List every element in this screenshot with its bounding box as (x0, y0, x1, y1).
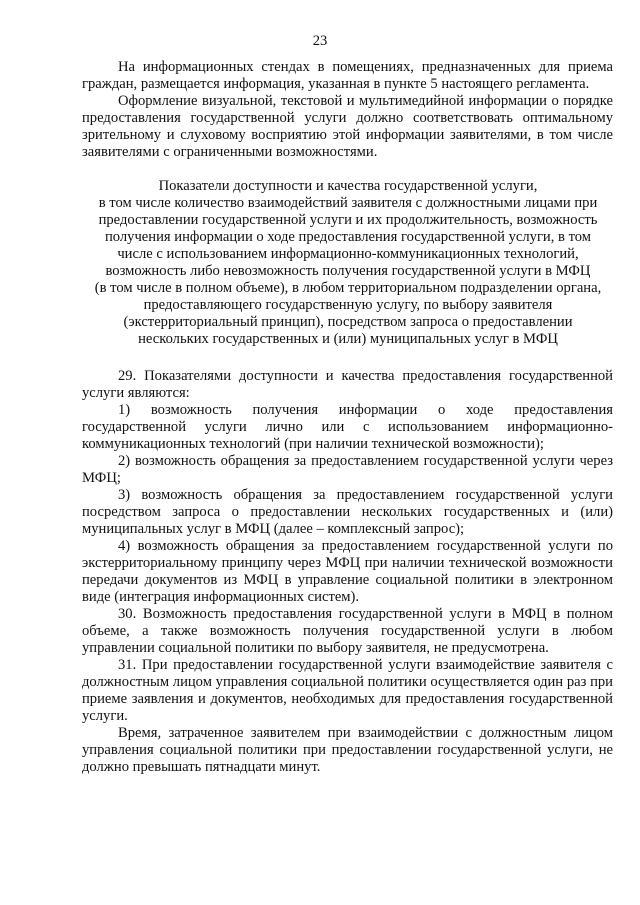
heading-line: предоставлении государственной услуги и их продолжительность, возможность (98, 212, 598, 228)
heading-line: Показатели доступности и качества государственной услуги, (158, 178, 538, 194)
body-section (82, 368, 613, 776)
heading-line: предоставляющего государственную услугу, по выбору заявителя (143, 297, 553, 313)
clause-31: 31. При предоставлении государственной услуги взаимодействие заявителя с должностным лицом управления социальной политики осуществляется один раз при приеме заявления и документов, необходимых для предоставления государственной услуги. (82, 657, 613, 724)
list-item-3: 3) возможность обращения за предоставлением государственной услуги посредством запроса о предоставлении нескольких государственных и (или) муниципальных услуг в МФЦ (далее – комплексный запрос); (82, 487, 613, 537)
heading-line: числе с использованием информационно-коммуникационных технологий, (117, 246, 579, 262)
list-item-4: 4) возможность обращения за предоставлением государственной услуги по экстерриториальному принципу через МФЦ при наличии технической возможности передачи документов из МФЦ в управление социальной политики в электронном виде (интеграция информационных систем). (82, 538, 613, 605)
heading-line: возможность либо невозможность получения государственной услуги в МФЦ (105, 263, 591, 279)
time-limit-paragraph: Время, затраченное заявителем при взаимодействии с должностным лицом управления социальной политики при предоставлении государственной услуги, не должно превышать пятнадцати минут. (82, 725, 613, 775)
intro-paragraph: На информационных стендах в помещениях, предназначенных для приема граждан, размещается информация, указанная в пункте 5 настоящего регламента. (82, 59, 613, 92)
clause-30: 30. Возможность предоставления государственной услуги в МФЦ в полном объеме, а также возможность получения государственной услуги в любом управлении социальной политики по выбору заявителя, не предусмотрена. (82, 606, 613, 656)
heading-line: получения информации о ходе предоставления государственной услуги, в том (104, 229, 592, 245)
clause-29: 29. Показателями доступности и качества предоставления государственной услуги являются: (82, 368, 613, 401)
heading-line: (в том числе в полном объеме), в любом территориальном подразделении органа, (94, 280, 602, 296)
heading-line: (экстерриториальный принцип), посредством запроса о предоставлении (123, 314, 573, 330)
section-heading (78, 178, 618, 348)
list-item-2: 2) возможность обращения за предоставлением государственной услуги через МФЦ; (82, 453, 613, 486)
heading-line: в том числе количество взаимодействий заявителя с должностными лицами при (98, 195, 598, 211)
heading-line: нескольких государственных и (или) муниципальных услуг в МФЦ (138, 331, 558, 347)
page-number: 23 (312, 33, 328, 49)
intro-paragraph: Оформление визуальной, текстовой и мультимедийной информации о порядке предоставления государственной услуги должно соответствовать оптимальному зрительному и слуховому восприятию этой информации заявителями, в том числе заявителями с ограниченными возможностями. (82, 93, 613, 160)
intro-section (82, 59, 613, 161)
list-item-1: 1) возможность получения информации о ходе предоставления государственной услуги лично или с использованием информационно-коммуникационных технологий (при наличии технической возможности); (82, 402, 613, 452)
